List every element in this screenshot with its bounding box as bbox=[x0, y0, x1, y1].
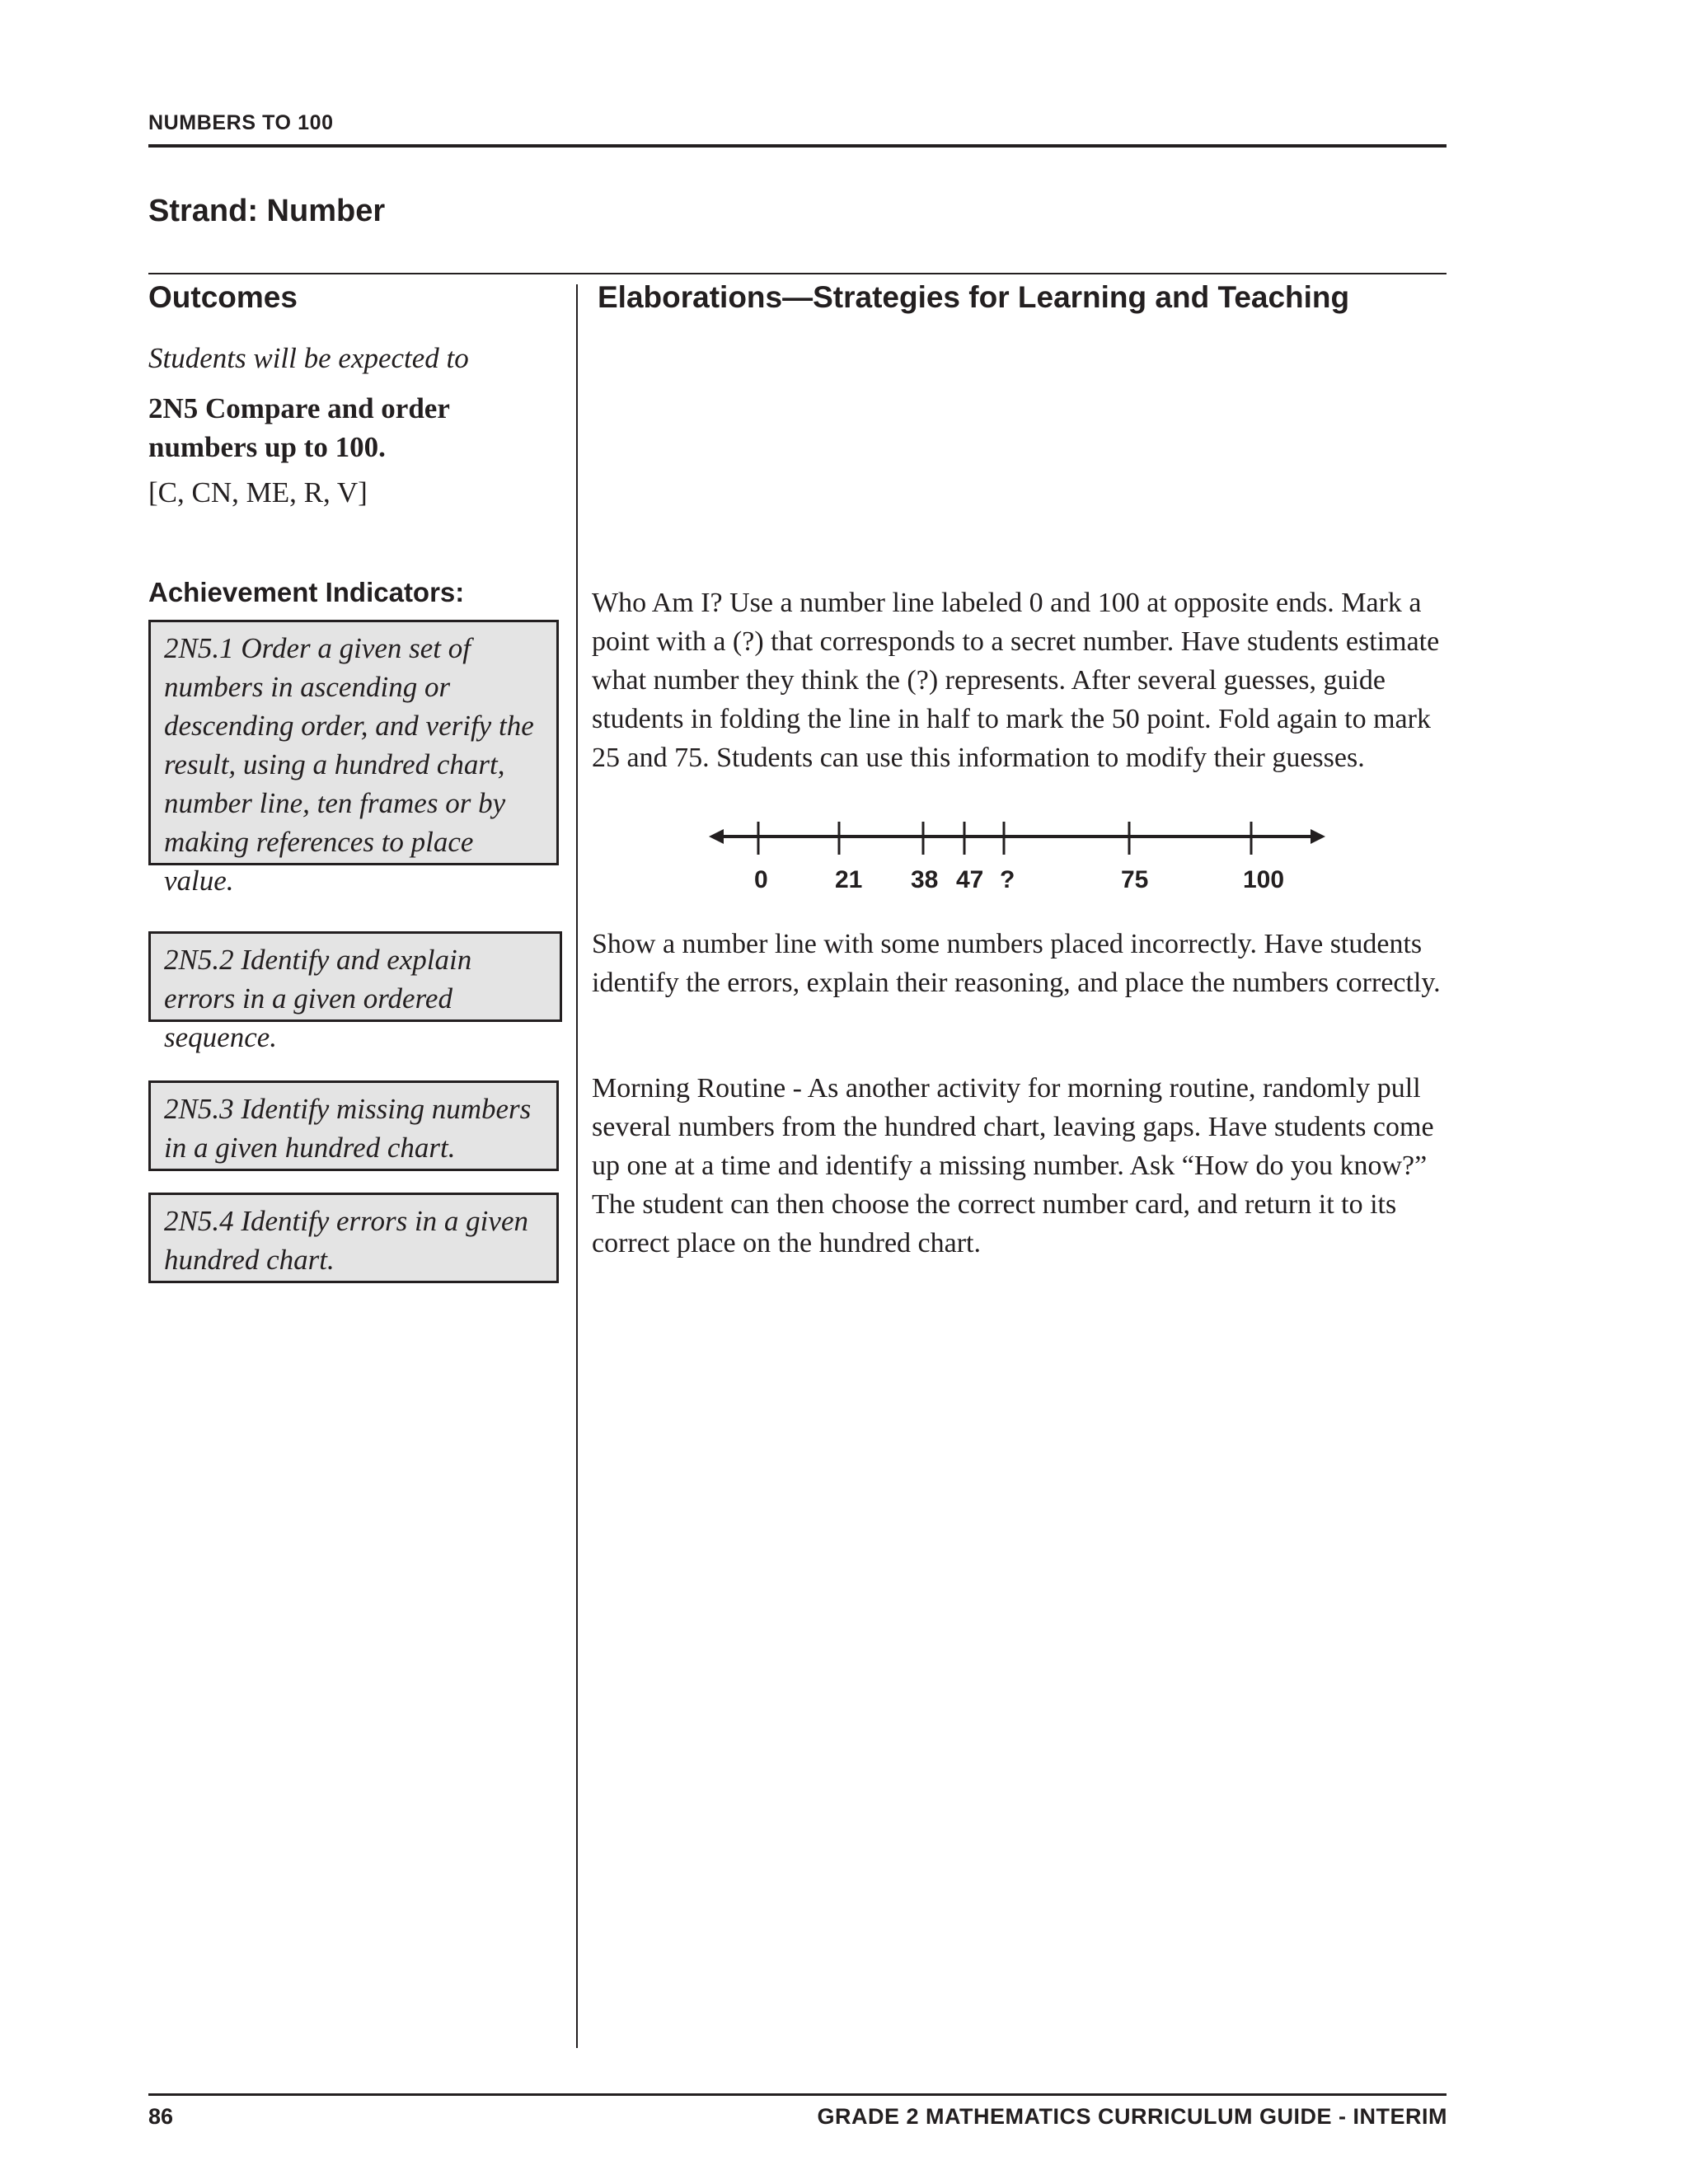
column-divider bbox=[576, 284, 578, 2048]
indicator-box: 2N5.3 Identify missing numbers in a given hundred chart. bbox=[148, 1080, 559, 1171]
elaboration-paragraph: Who Am I? Use a number line labeled 0 and 100 at opposite ends. Mark a point with a (?) that corresponds to a secret number. Have students estimate what number they think the (?) represents. After several guesses, guide students in folding the line in half to mark the 50 point. Fold again to mark 25 and 75. Students can use this information to modify their guesses. bbox=[592, 588, 1440, 773]
number-line-label: 47 bbox=[956, 866, 984, 893]
elaborations-heading: Elaborations—Strategies for Learning and Teaching bbox=[598, 280, 1350, 314]
number-line-diagram bbox=[709, 820, 1335, 902]
number-line-label: 21 bbox=[835, 866, 863, 893]
running-header: NUMBERS TO 100 bbox=[148, 111, 334, 134]
strand-title: Strand: Number bbox=[148, 194, 386, 228]
achievement-indicators-heading: Achievement Indicators: bbox=[148, 577, 465, 607]
number-line-label: 38 bbox=[911, 866, 939, 893]
number-line-label: 75 bbox=[1121, 866, 1149, 893]
indicator-box: 2N5.1 Order a given set of numbers in ascending or descending order, and verify the result, using a hundred chart, number line, ten frames or by making references to place value. bbox=[148, 620, 559, 865]
number-line-label: 0 bbox=[754, 866, 768, 893]
outcome-processes: [C, CN, ME, R, V] bbox=[148, 476, 368, 509]
number-line-label: ? bbox=[1000, 866, 1015, 893]
indicator-box: 2N5.4 Identify errors in a given hundred chart. bbox=[148, 1193, 559, 1283]
left-arrow-icon bbox=[709, 829, 724, 844]
elaboration-paragraph: Show a number line with some numbers placed incorrectly. Have students identify the errors, explain their reasoning, and place the numbers correctly. bbox=[592, 929, 1441, 998]
footer-title: GRADE 2 MATHEMATICS CURRICULUM GUIDE - INTERIM bbox=[817, 2104, 1447, 2129]
footer-rule bbox=[148, 2093, 1447, 2096]
header-rule bbox=[148, 144, 1447, 148]
number-line-label: 100 bbox=[1243, 866, 1285, 893]
strand-rule bbox=[148, 273, 1447, 274]
outcome-statement: 2N5 Compare and order numbers up to 100. bbox=[148, 392, 450, 463]
indicator-box: 2N5.2 Identify and explain errors in a given ordered sequence. bbox=[148, 931, 562, 1022]
elaboration-paragraph: Morning Routine - As another activity for morning routine, randomly pull several numbers from the hundred chart, leaving gaps. Have students come up one at a time and identify a missing number. Ask “How do you know?” The student can then choose the correct number card, and return it to its correct place on the hundred chart. bbox=[592, 1073, 1434, 1258]
outcomes-heading: Outcomes bbox=[148, 280, 298, 314]
right-arrow-icon bbox=[1311, 829, 1325, 844]
outcomes-intro: Students will be expected to bbox=[148, 342, 469, 374]
page-number: 86 bbox=[148, 2104, 174, 2129]
